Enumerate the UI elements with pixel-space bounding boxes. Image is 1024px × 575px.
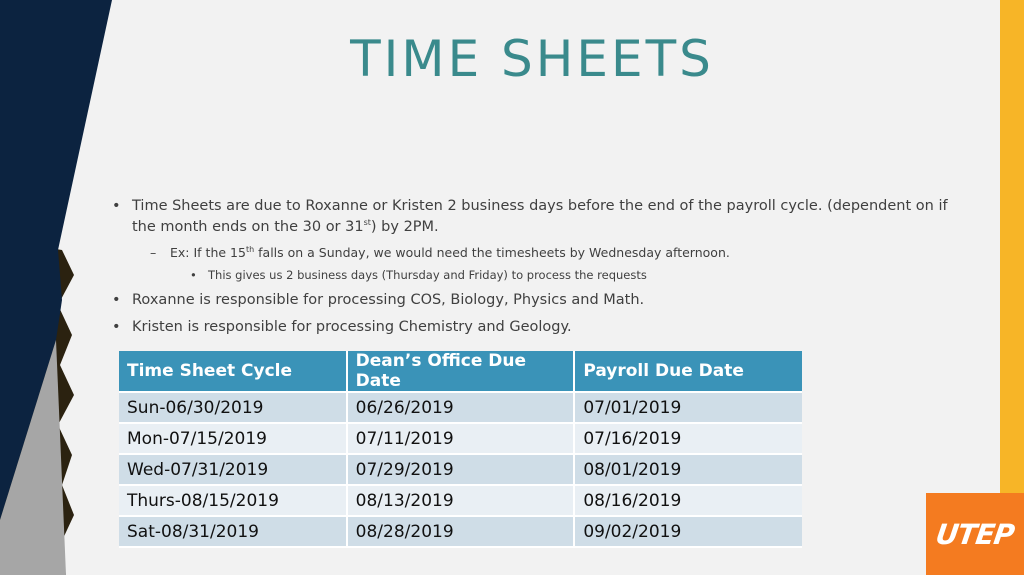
table-row [119, 485, 802, 516]
utep-logo-text: UTEP [933, 517, 1017, 551]
cell-cycle: Mon-07/15/2019 [119, 423, 347, 454]
cell-cycle: Wed-07/31/2019 [119, 454, 347, 485]
header-time-sheet-cycle: Time Sheet Cycle [119, 351, 347, 392]
bullet-due-dates-text: Time Sheets are due to Roxanne or Kristen 2 business days before the end of the payroll cycle. (dependent on if the month ends on the 30 or 31 [132, 198, 948, 235]
table-row [119, 516, 802, 547]
sub-bullet-example-sup: th [245, 244, 255, 254]
bullet-roxanne: • Roxanne is responsible for processing COS, Biology, Physics and Math. [112, 290, 952, 311]
cell-payroll-due: 09/02/2019 [574, 516, 802, 547]
cell-deans-due: 07/29/2019 [347, 454, 575, 485]
bullet-due-dates-tail: ) by 2PM. [370, 219, 439, 235]
navy-panel [0, 0, 112, 252]
cell-cycle: Sat-08/31/2019 [119, 516, 347, 547]
cell-deans-due: 06/26/2019 [347, 392, 575, 423]
cell-deans-due: 08/13/2019 [347, 485, 575, 516]
cell-payroll-due: 08/16/2019 [574, 485, 802, 516]
header-deans-office-due-date: Dean’s Office Due Date [347, 351, 575, 392]
table-row [119, 392, 802, 423]
cell-cycle: Thurs-08/15/2019 [119, 485, 347, 516]
table-row [119, 423, 802, 454]
cell-payroll-due: 07/01/2019 [574, 392, 802, 423]
cell-deans-due: 07/11/2019 [347, 423, 575, 454]
cell-payroll-due: 08/01/2019 [574, 454, 802, 485]
utep-logo [926, 493, 1024, 575]
cell-cycle: Sun-06/30/2019 [119, 392, 347, 423]
table-header-row [119, 351, 802, 392]
header-payroll-due-date: Payroll Due Date [574, 351, 802, 392]
sub-bullet-example-tail: falls on a Sunday, we would need the timesheets by Wednesday afternoon. [254, 245, 730, 260]
sub-bullet-example-text: Ex: If the 15 [170, 245, 246, 260]
bullet-kristen: • Kristen is responsible for processing Chemistry and Geology. [112, 317, 952, 338]
yellow-side-bar [1000, 0, 1024, 493]
timesheet-table [119, 351, 802, 548]
bullet-list [112, 196, 952, 344]
cell-payroll-due: 07/16/2019 [574, 423, 802, 454]
sub-bullet-example [112, 244, 952, 262]
table-row [119, 454, 802, 485]
sub-sub-bullet-business-days: • This gives us 2 business days (Thursday and Friday) to process the requests [112, 267, 952, 284]
slide-title: TIME SHEETS [350, 30, 714, 88]
left-decoration [0, 0, 120, 575]
cell-deans-due: 08/28/2019 [347, 516, 575, 547]
bullet-due-dates-sup: st [363, 218, 371, 228]
bullet-due-dates [112, 196, 952, 238]
